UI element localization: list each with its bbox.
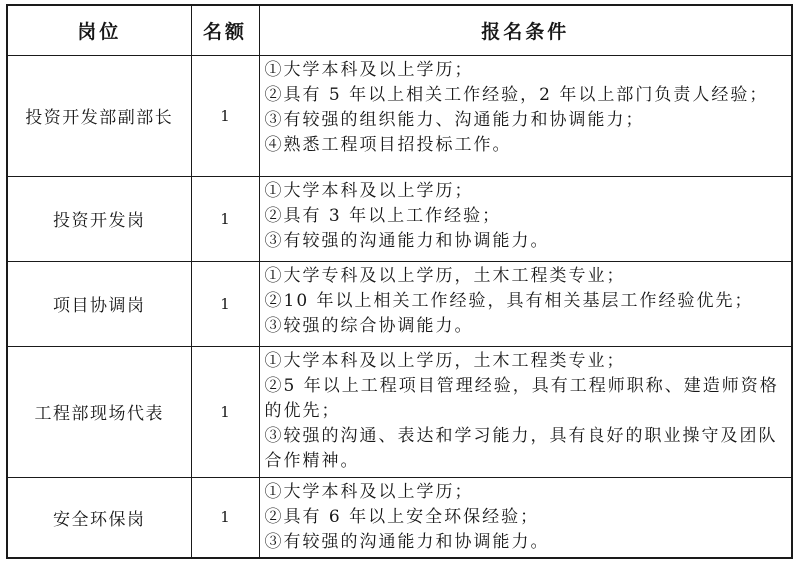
- position-cell: [7, 477, 191, 558]
- condition-line: ③较强的综合协调能力。: [264, 315, 474, 336]
- table-row: [7, 477, 792, 558]
- quota-value: 1: [220, 106, 230, 125]
- column-header-position: 岗位: [7, 5, 191, 55]
- condition-line: ②具有 6 年以上安全环保经验；: [264, 506, 540, 527]
- quota-cell: [191, 55, 259, 176]
- quota-value: 1: [220, 294, 230, 313]
- quota-cell: [191, 176, 259, 261]
- position-label: 投资开发部副部长: [25, 108, 174, 128]
- condition-line: ③有较强的沟通能力和协调能力。: [264, 531, 550, 552]
- conditions-cell: [259, 477, 792, 558]
- condition-line: ②具有 3 年以上工作经验；: [264, 205, 502, 226]
- condition-line: ②10 年以上相关工作经验，具有相关基层工作经验优先；: [264, 290, 754, 311]
- quota-cell: [191, 261, 259, 346]
- conditions-cell: [259, 261, 792, 346]
- condition-line: ①大学专科及以上学历，土木工程类专业；: [264, 265, 626, 286]
- condition-line: ③较强的沟通、表达和学习能力，具有良好的职业操守及团队合作精神。: [264, 425, 778, 471]
- conditions-cell: [259, 176, 792, 261]
- position-cell: [7, 55, 191, 176]
- conditions-cell: [259, 346, 792, 477]
- position-label: 工程部现场代表: [34, 404, 164, 424]
- condition-line: ②5 年以上工程项目管理经验，具有工程师职称、建造师资格的优先；: [264, 375, 779, 421]
- position-label: 安全环保岗: [53, 509, 146, 530]
- conditions-cell: [259, 55, 792, 176]
- quota-value: 1: [220, 402, 230, 421]
- job-requirements-table: [6, 4, 793, 559]
- condition-line: ②具有 5 年以上相关工作经验，2 年以上部门负责人经验；: [264, 84, 769, 105]
- position-cell: [7, 176, 191, 261]
- position-label: 投资开发岗: [53, 211, 146, 231]
- table-row: [7, 261, 792, 346]
- quota-cell: [191, 346, 259, 477]
- quota-cell: [191, 477, 259, 558]
- condition-line: ①大学本科及以上学历；: [264, 481, 474, 502]
- condition-line: ①大学本科及以上学历；: [264, 59, 474, 80]
- column-header-conditions: 报名条件: [259, 5, 792, 55]
- table-header-row: [7, 5, 792, 55]
- table-body: [7, 55, 792, 558]
- quota-value: 1: [220, 508, 230, 526]
- condition-line: ①大学本科及以上学历；: [264, 180, 474, 201]
- column-header-quota: 名额: [191, 5, 259, 55]
- condition-line: ①大学本科及以上学历，土木工程类专业；: [264, 350, 626, 371]
- condition-line: ③有较强的沟通能力和协调能力。: [264, 230, 550, 251]
- quota-value: 1: [220, 209, 230, 228]
- table-row: [7, 176, 792, 261]
- table-row: [7, 346, 792, 477]
- condition-line: ③有较强的组织能力、沟通能力和协调能力；: [264, 109, 645, 130]
- position-cell: [7, 261, 191, 346]
- position-label: 项目协调岗: [53, 296, 146, 316]
- position-cell: [7, 346, 191, 477]
- condition-line: ④熟悉工程项目招投标工作。: [264, 134, 512, 155]
- table-row: [7, 55, 792, 176]
